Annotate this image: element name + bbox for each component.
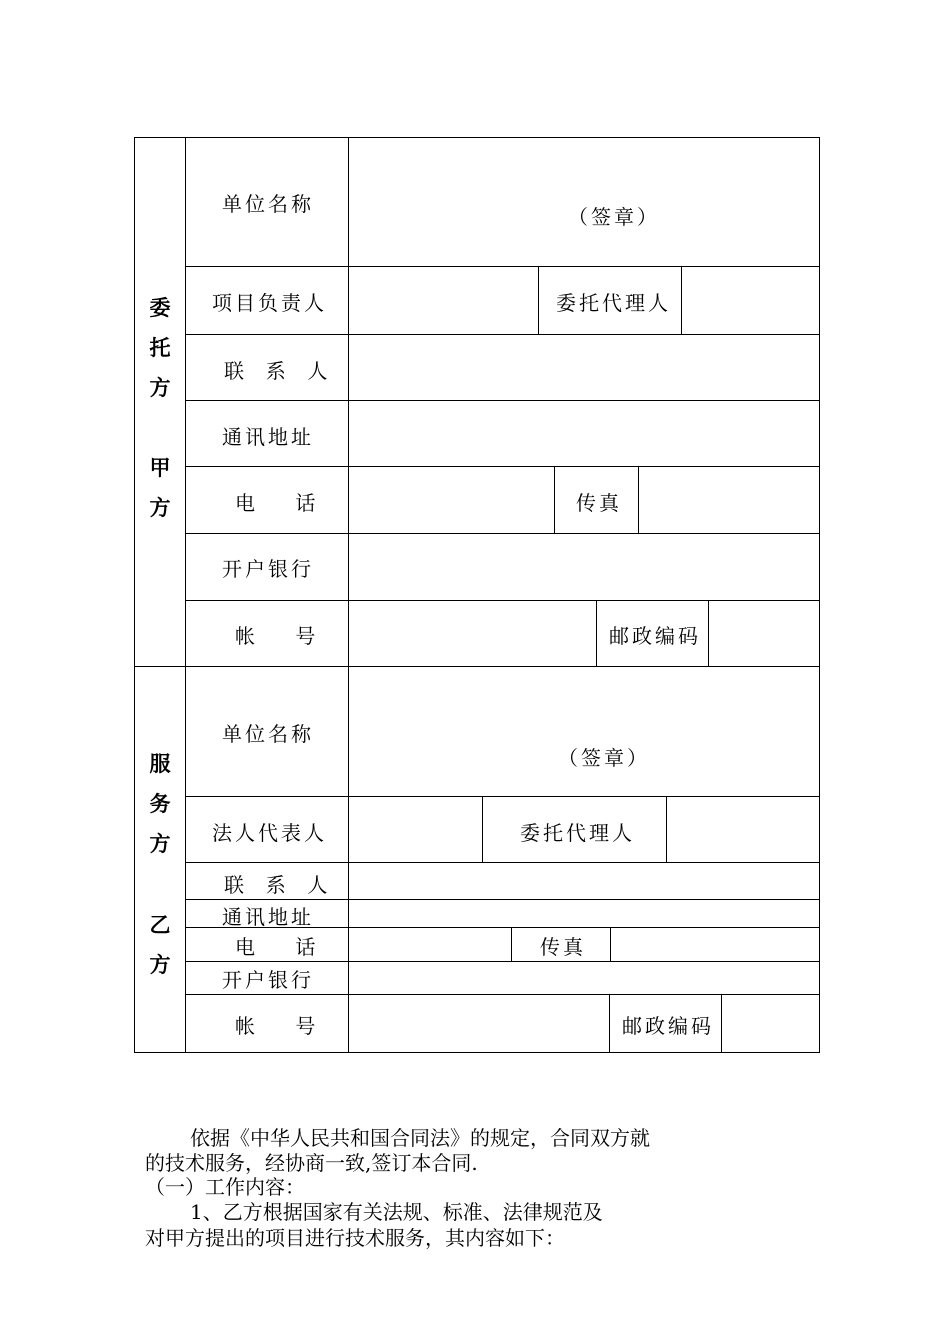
party-b-unit-name-label: 单位名称 — [222, 722, 314, 746]
cell-divider — [721, 994, 722, 1053]
party-b-legal-rep-label: 法人代表人 — [212, 821, 327, 845]
body-paragraph-line: 对甲方提出的项目进行技术服务，其内容如下： — [145, 1226, 565, 1250]
party-a-fax-label: 传真 — [576, 491, 622, 515]
party-a-agent-label: 委托代理人 — [556, 291, 671, 315]
party-b-contact-label: 联 系 人 — [224, 873, 331, 897]
row-divider — [185, 961, 820, 962]
row-divider — [185, 266, 820, 267]
body-paragraph-line: 的技术服务，经协商一致,签订本合同. — [145, 1151, 478, 1175]
party-b-postcode-label: 邮政编码 — [622, 1014, 714, 1038]
party-a-bank-label: 开户银行 — [222, 557, 314, 581]
cell-divider — [666, 796, 667, 862]
cell-divider — [554, 466, 555, 533]
cell-divider — [596, 600, 597, 666]
party-a-phone-label: 电 话 — [235, 491, 319, 515]
party-b-bank-label: 开户银行 — [222, 968, 314, 992]
row-divider — [185, 994, 820, 995]
party-b-side-label-2: 乙 方 — [149, 913, 171, 977]
body-paragraph-line: 1、乙方根据国家有关法规、标准、法律规范及 — [190, 1200, 603, 1224]
party-a-account-label: 帐 号 — [235, 624, 319, 648]
row-divider — [185, 466, 820, 467]
row-divider — [185, 862, 820, 863]
party-a-postcode-label: 邮政编码 — [609, 624, 701, 648]
row-divider — [185, 899, 820, 900]
party-a-contact-label: 联 系 人 — [224, 359, 331, 383]
row-divider — [185, 600, 820, 601]
section-divider — [134, 666, 820, 667]
party-b-seal-text: （签章） — [558, 746, 650, 770]
body-paragraph-line: 依据《中华人民共和国合同法》的规定，合同双方就 — [190, 1126, 650, 1150]
cell-divider — [638, 466, 639, 533]
row-divider — [185, 334, 820, 335]
section-heading: （一）工作内容： — [145, 1175, 305, 1199]
cell-divider — [681, 266, 682, 334]
party-a-seal-text: （签章） — [568, 205, 660, 229]
table-divider — [185, 137, 186, 1053]
cell-divider — [538, 266, 539, 334]
row-divider — [185, 796, 820, 797]
party-a-address-label: 通讯地址 — [222, 425, 314, 449]
party-b-fax-label: 传真 — [540, 935, 586, 959]
party-b-side-label: 服 务 方 — [149, 752, 171, 856]
party-a-unit-name-label: 单位名称 — [222, 192, 314, 216]
cell-divider — [609, 994, 610, 1053]
party-b-agent-label: 委托代理人 — [520, 821, 635, 845]
party-a-project-lead-label: 项目负责人 — [212, 291, 327, 315]
party-b-account-label: 帐 号 — [235, 1014, 319, 1038]
party-b-phone-label: 电 话 — [235, 935, 319, 959]
party-a-side-label-2: 甲 方 — [149, 456, 171, 520]
cell-divider — [482, 796, 483, 862]
row-divider — [185, 400, 820, 401]
party-a-side-label: 委 托 方 — [149, 296, 171, 400]
cell-divider — [511, 927, 512, 961]
party-b-address-label: 通讯地址 — [222, 905, 314, 929]
table-divider — [348, 137, 349, 1053]
row-divider — [185, 533, 820, 534]
cell-divider — [708, 600, 709, 666]
cell-divider — [610, 927, 611, 961]
